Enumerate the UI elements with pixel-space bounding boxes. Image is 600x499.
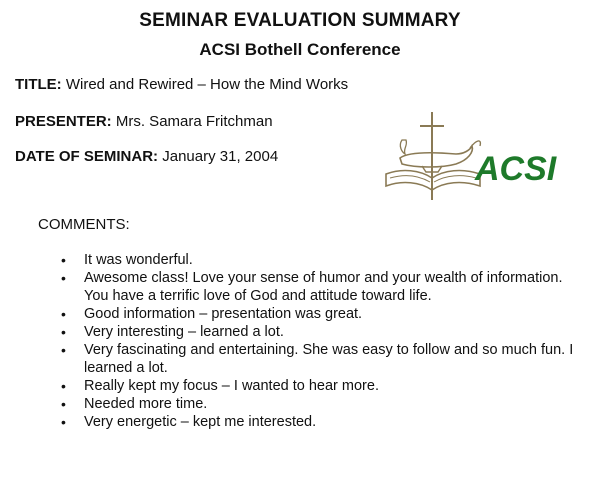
bullet-icon: • (61, 342, 66, 358)
bullet-icon: • (61, 252, 66, 268)
comment-text: Needed more time. (84, 396, 208, 412)
title-value: Wired and Rewired – How the Mind Works (65, 76, 349, 93)
date-value: January 31, 2004 (162, 148, 279, 165)
comment-item (60, 377, 580, 395)
bullet-icon: • (61, 324, 66, 340)
comment-text: Very interesting – learned a lot. (84, 324, 284, 340)
comment-text: Good information – presentation was great. (84, 306, 363, 322)
presenter-value: Mrs. Samara Fritchman (115, 113, 273, 130)
comment-item (60, 341, 580, 377)
date-field (15, 148, 278, 165)
comment-text: Very fascinating and entertaining. She was easy to follow and so much fun. I learned a lot. (84, 342, 574, 376)
comment-text: Really kept my focus – I wanted to hear more. (84, 378, 379, 394)
presenter-label: PRESENTER: (15, 113, 112, 130)
acsi-logo (372, 108, 564, 204)
comment-text: Awesome class! Love your sense of humor and your wealth of information. You have a terrific love of God and attitude toward life. (84, 270, 563, 304)
cross-lamp-book-icon (372, 108, 564, 204)
bullet-icon: • (61, 414, 66, 430)
comment-item (60, 269, 580, 305)
bullet-icon: • (61, 396, 66, 412)
bullet-icon: • (61, 270, 66, 286)
bullet-icon: • (61, 306, 66, 322)
comment-text: It was wonderful. (84, 252, 193, 268)
logo-text: ACSI (475, 150, 557, 188)
comments-heading: COMMENTS: (38, 216, 130, 233)
page-title: SEMINAR EVALUATION SUMMARY (139, 10, 461, 31)
title-field (15, 76, 348, 93)
comment-text: Very energetic – kept me interested. (84, 414, 317, 430)
comment-item (60, 413, 580, 431)
comment-item (60, 305, 580, 323)
presenter-field (15, 113, 273, 130)
conference-subtitle: ACSI Bothell Conference (199, 40, 401, 59)
comment-item (60, 323, 580, 341)
comments-list (60, 251, 580, 431)
bullet-icon: • (61, 378, 66, 394)
comment-item (60, 395, 580, 413)
date-label: DATE OF SEMINAR: (15, 148, 159, 165)
comment-item (60, 251, 580, 269)
title-label: TITLE: (15, 76, 62, 93)
